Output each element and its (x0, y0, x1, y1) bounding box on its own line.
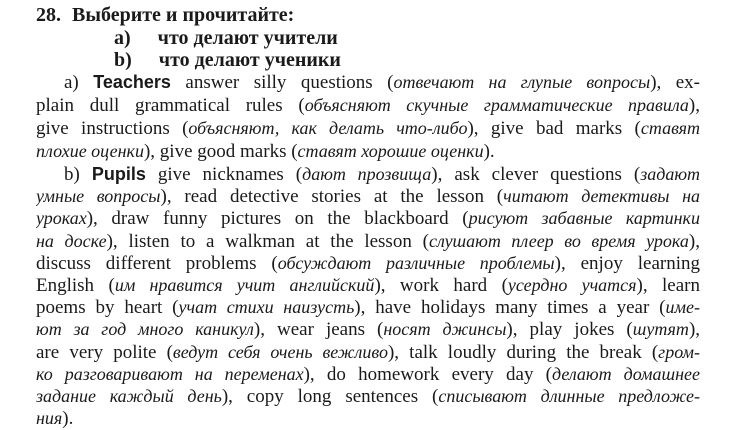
english-text: ), (688, 95, 700, 116)
section-b-line (36, 274, 700, 296)
russian-translation: гром- (658, 341, 700, 362)
russian-translation: шутят (632, 319, 689, 340)
russian-translation: уроках (36, 208, 87, 229)
russian-translation: слушают плеер во время урока (428, 230, 689, 251)
english-text: give nicknames ( (145, 164, 303, 185)
english-text: ). (62, 408, 74, 430)
section-b-line (36, 385, 700, 407)
russian-translation: ния (36, 408, 63, 429)
russian-translation: рисуют забавные картинки (468, 208, 700, 229)
exercise-instruction: Выберите и прочитайте: (72, 4, 295, 26)
english-text: ), wear jeans ( (253, 319, 384, 341)
english-text: ), (688, 319, 700, 341)
english-text: ), do homework every day ( (303, 363, 552, 385)
subject-term: Pupils (91, 164, 146, 184)
russian-translation: задание каждый день (36, 386, 222, 406)
english-text: are very polite ( (36, 341, 173, 363)
option-a-text: что делают учители (157, 27, 338, 49)
option-b (114, 49, 341, 71)
section-b-line (36, 185, 700, 207)
english-text: a) (64, 72, 94, 93)
english-text: plain dull grammatical rules ( (36, 95, 305, 116)
english-text: ), ex- (650, 72, 700, 93)
russian-translation: на доске (36, 230, 107, 251)
english-text: ), work hard ( (374, 275, 508, 296)
english-text: poems by heart ( (36, 297, 179, 319)
section-b-line (64, 163, 700, 185)
russian-translation: носят джинсы (383, 319, 507, 340)
english-text: ), ask clever questions ( (431, 164, 641, 185)
russian-translation: отвечают на глупые вопросы (393, 72, 651, 92)
english-text: ). (483, 141, 495, 162)
russian-translation: усердно учатся (507, 275, 637, 295)
english-text: ), read detective stories at the lesson ( (160, 186, 504, 208)
russian-translation: обсуждают различные проблемы (277, 252, 555, 273)
english-text: English ( (36, 275, 115, 296)
section-a-line (36, 140, 495, 163)
english-text: ), listen to a walkman at the lesson ( (106, 230, 429, 252)
exercise-heading (36, 4, 294, 26)
russian-translation: делают домашнее (552, 363, 700, 384)
russian-translation: ведут себя очень вежливо (172, 341, 388, 362)
option-a (114, 27, 338, 49)
russian-translation: умные вопросы (36, 186, 161, 207)
russian-translation: ставят хорошие оценки (297, 141, 484, 161)
english-text: discuss different problems ( (36, 252, 278, 274)
option-b-text: что делают ученики (158, 49, 341, 71)
subject-term: Teachers (93, 72, 171, 92)
russian-translation: им нравится учит английский (114, 275, 375, 295)
english-text: b) (64, 164, 92, 185)
english-text: ), copy long sentences ( (221, 386, 439, 407)
section-b-line (36, 407, 73, 430)
russian-translation: ко разговаривают на переменах (36, 363, 304, 384)
exercise-number: 28. (36, 4, 61, 26)
russian-translation: плохие оценки (36, 141, 144, 161)
russian-translation: читают детективы на (503, 186, 700, 207)
section-b-line (36, 296, 700, 318)
russian-translation: объясняют скучные грамматические правила (304, 95, 689, 115)
section-b-line (36, 318, 700, 340)
english-text: ), give bad marks ( (467, 118, 641, 139)
russian-translation: дают прозвища (302, 164, 432, 184)
english-text: give instructions ( (36, 118, 189, 139)
option-b-marker: b) (114, 49, 132, 71)
section-b-line (36, 341, 700, 363)
russian-translation: объясняют, как делать что-либо (188, 118, 468, 138)
english-text: ), have holidays many times a year ( (354, 297, 666, 319)
russian-translation: задают (640, 164, 700, 184)
section-b-line (36, 207, 700, 229)
section-b-line (36, 363, 700, 385)
english-text: ), talk loudly during the break ( (387, 341, 659, 363)
section-a-line (36, 117, 700, 139)
english-text: ), draw funny pictures on the blackboard ( (86, 208, 469, 230)
option-a-marker: a) (114, 27, 131, 49)
english-text: ), enjoy learning (554, 252, 700, 274)
english-text: ), give good marks ( (143, 141, 298, 162)
section-a-line (36, 94, 700, 116)
section-b-line (36, 230, 700, 252)
russian-translation: име- (665, 297, 700, 318)
section-a-line (64, 71, 700, 93)
english-text: ), (688, 230, 700, 252)
english-text: ), play jokes ( (506, 319, 633, 341)
russian-translation: ставят (640, 118, 700, 138)
russian-translation: списывают длинные предложе- (438, 386, 700, 406)
section-b-line (36, 252, 700, 274)
russian-translation: ют за год много каникул (36, 319, 254, 340)
english-text: ), learn (636, 275, 700, 296)
russian-translation: учат стихи наизусть (178, 297, 355, 318)
english-text: answer silly questions ( (170, 72, 394, 93)
